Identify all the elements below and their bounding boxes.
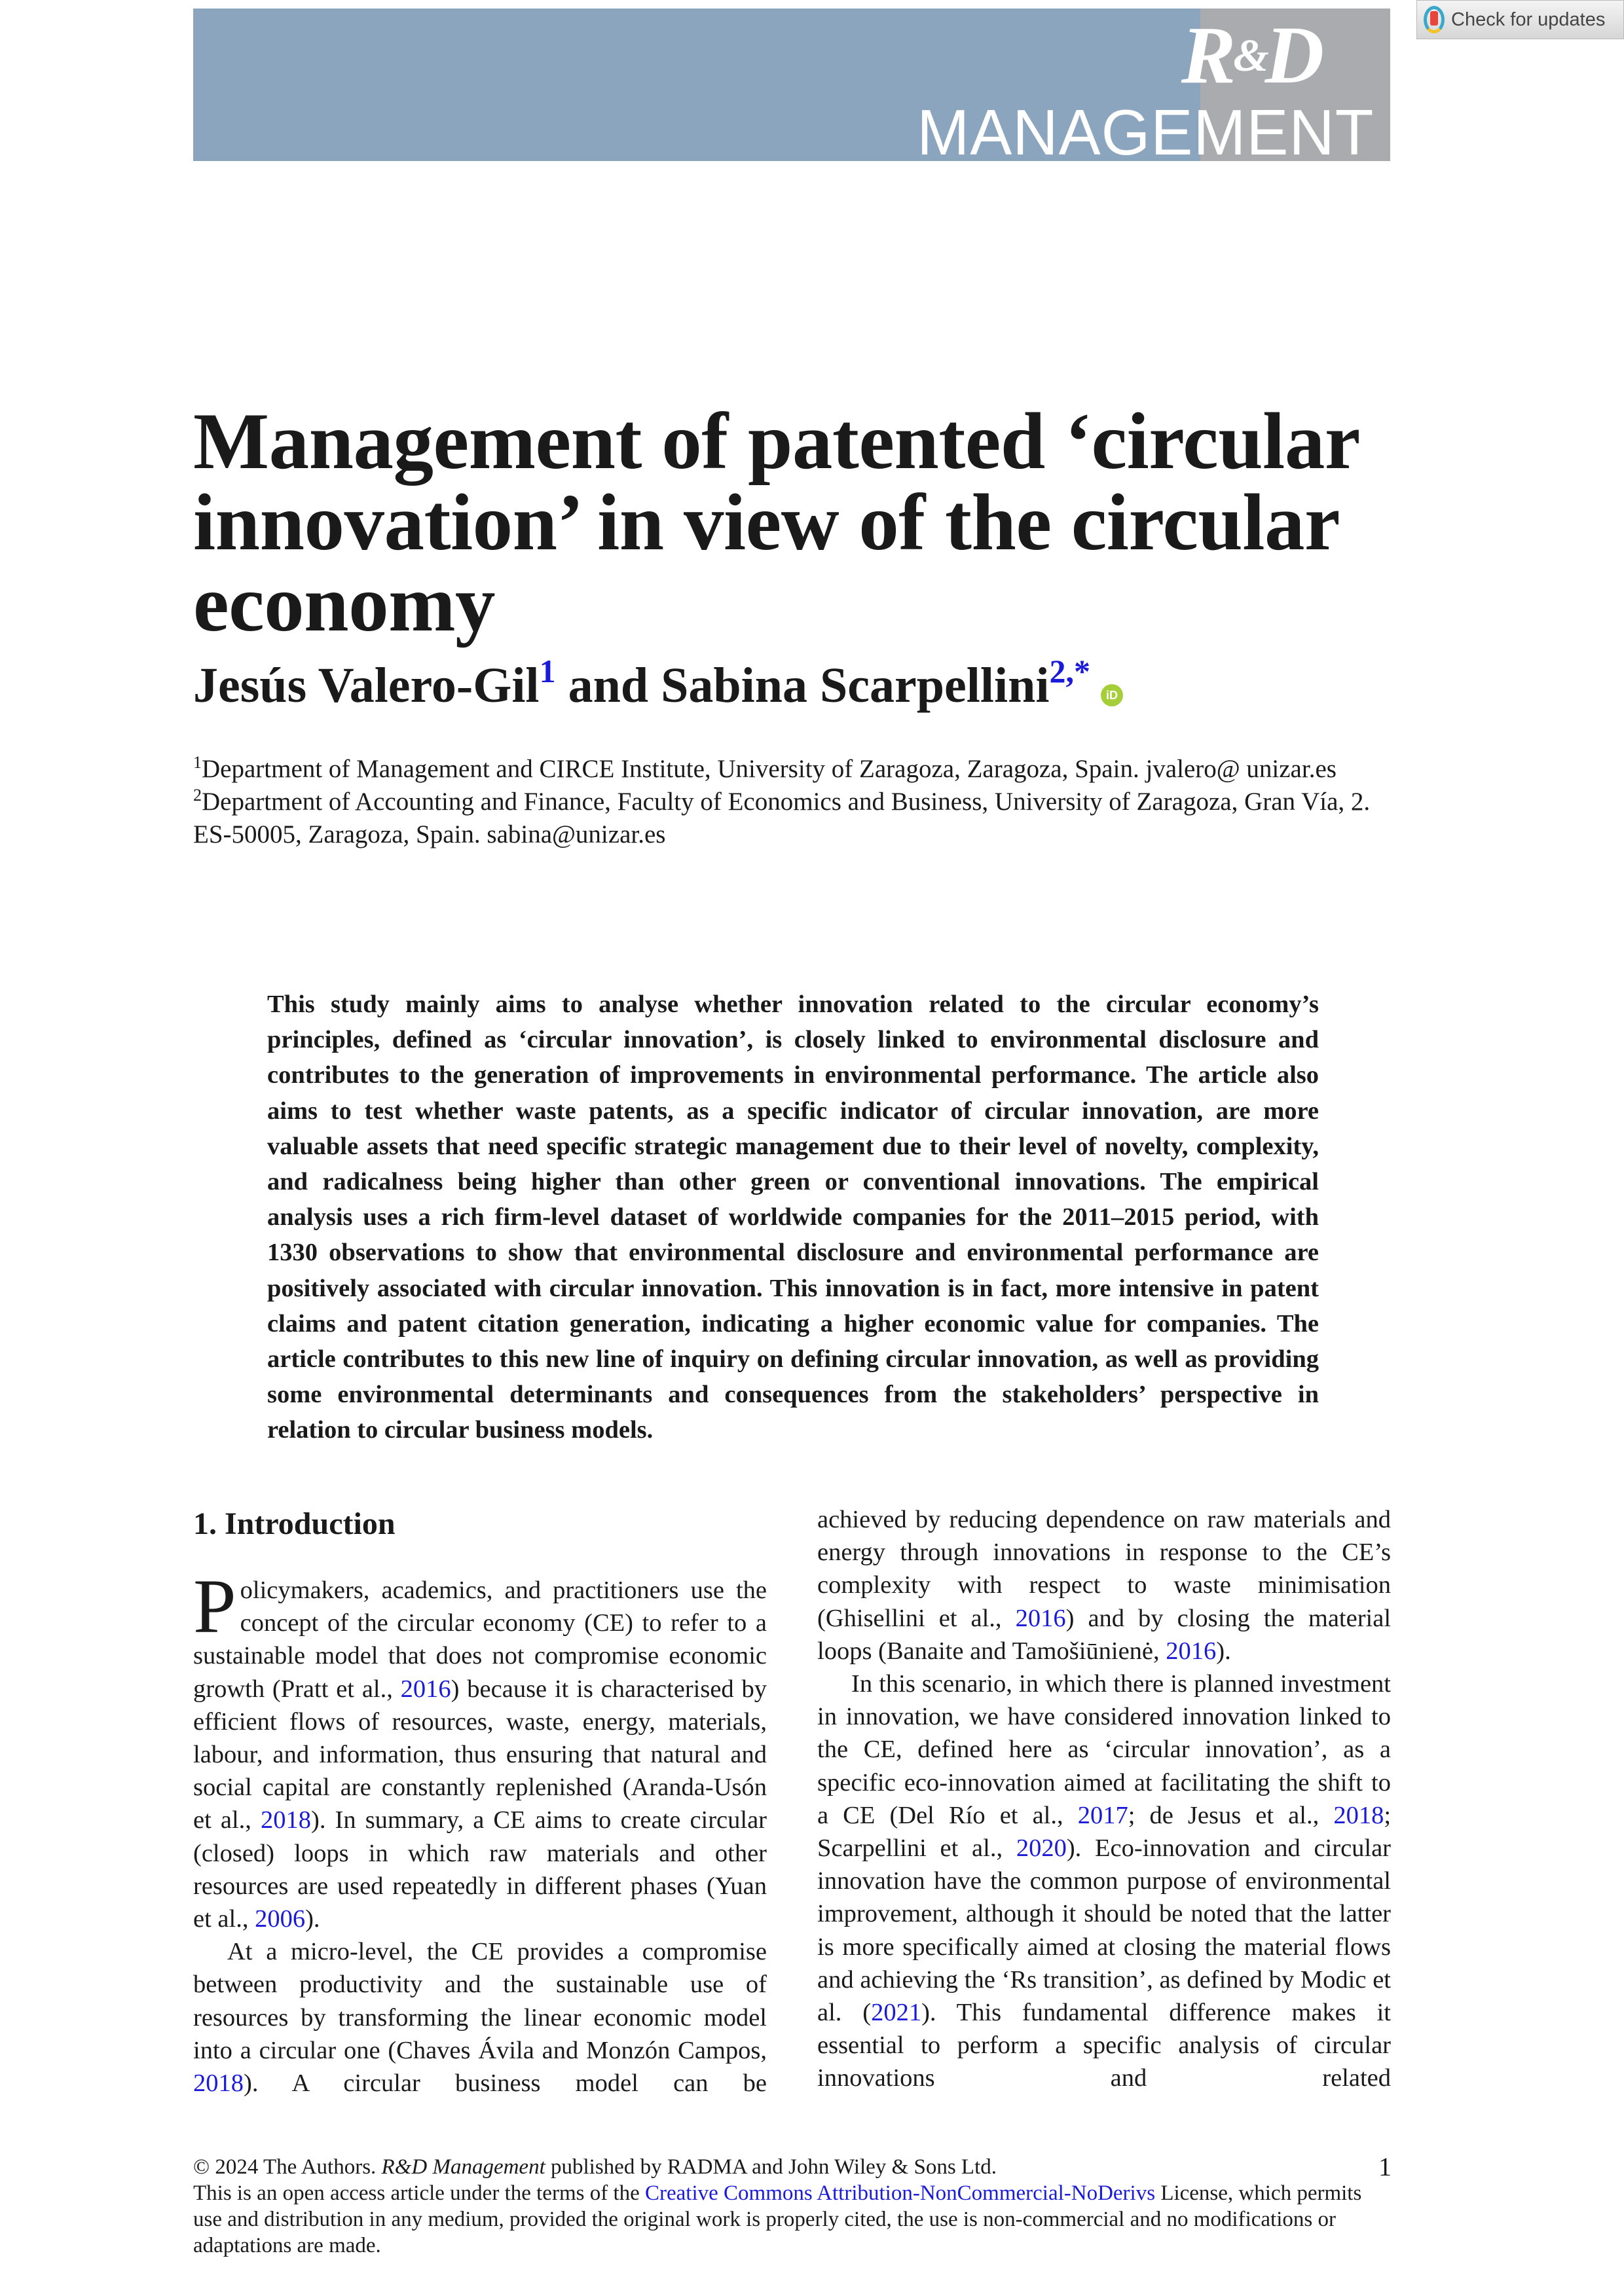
publisher-text: published by RADMA and John Wiley & Sons Ltd. bbox=[545, 2155, 997, 2179]
journal-banner bbox=[193, 9, 1390, 161]
section-heading: 1. Introduction bbox=[193, 1506, 396, 1541]
footer bbox=[193, 2154, 1392, 2259]
author-line bbox=[193, 653, 1123, 715]
drop-cap: P bbox=[193, 1563, 236, 1649]
citation-link[interactable]: 2017 bbox=[1077, 1801, 1128, 1829]
paragraph-text: ). bbox=[1216, 1637, 1231, 1665]
article-title: Management of patented ‘circular innovation’ in view of the circular economy bbox=[193, 396, 1359, 648]
affiliation-link[interactable]: 2,* bbox=[1049, 653, 1090, 689]
author-name: Sabina Scarpellini bbox=[661, 658, 1050, 713]
paragraph bbox=[817, 1667, 1391, 2095]
citation-link[interactable]: 2016 bbox=[1166, 1637, 1217, 1665]
affiliation-link[interactable]: 1 bbox=[539, 653, 556, 689]
affiliation bbox=[193, 753, 1392, 786]
paragraph-text: ) because it is characterised by efficient flows of resources, waste, energy, materials, labour, and information, thus ensuring that natural and social capital are constantly replenished (Aranda-Usón et al., bbox=[193, 1675, 767, 1834]
check-for-updates-button[interactable] bbox=[1416, 0, 1624, 39]
journal-name: R&D Management bbox=[381, 2155, 545, 2179]
paragraph-text: ; de Jesus et al., bbox=[1128, 1801, 1334, 1829]
page-number: 1 bbox=[1378, 2152, 1392, 2181]
citation-link[interactable]: 2016 bbox=[1015, 1604, 1066, 1632]
citation-link[interactable]: 2006 bbox=[255, 1905, 306, 1933]
license-prefix: This is an open access article under the terms of the bbox=[193, 2181, 646, 2205]
affiliation-text: Department of Accounting and Finance, Faculty of Economics and Business, University of Zaragoza, Gran Vía, 2. ES-50005, Zaragoza, Spain. sabina@unizar.es bbox=[193, 788, 1371, 848]
paragraph-text: At a micro-level, the CE provides a compromise between productivity and the sustainable use of resources by transforming the linear economic model into a circular one (Chaves Ávila and Monzón Campos, bbox=[193, 1938, 767, 2064]
citation-link[interactable]: 2018 bbox=[261, 1806, 311, 1834]
affiliation-number: 2 bbox=[193, 786, 202, 805]
paragraph bbox=[817, 1503, 1391, 1667]
paragraph-text: In this scenario, in which there is planned investment in innovation, we have considered innovation linked to the CE, defined here as ‘circular innovation’, as a specific eco-innovation aimed at facilitating the shift to a CE (Del Río et al., bbox=[817, 1670, 1391, 1829]
citation-link[interactable]: 2018 bbox=[193, 2069, 244, 2098]
citation-link[interactable]: 2016 bbox=[400, 1675, 451, 1703]
copyright-text: © 2024 The Authors. bbox=[193, 2155, 382, 2179]
crossmark-icon bbox=[1424, 6, 1445, 33]
paragraph bbox=[193, 1563, 767, 1935]
citation-link[interactable]: 2018 bbox=[1333, 1801, 1384, 1829]
left-column bbox=[193, 1563, 767, 2100]
paragraph-text: ). In summary, a CE aims to create circular (closed) loops in which raw materials and other resources are used repeatedly in different phases (Yuan et al., bbox=[193, 1806, 767, 1933]
paragraph-text: olicymakers, academics, and practitioners use the concept of the circular economy (CE) to refer to a sustainable model that does not compromise economic growth (Pratt et al., bbox=[193, 1576, 767, 1703]
paragraph bbox=[193, 1935, 767, 2100]
affiliation bbox=[193, 786, 1392, 851]
paragraph-text: achieved by reducing dependence on raw materials and energy through innovations in response to the CE’s complexity with respect to waste minimisation (Ghisellini et al., bbox=[817, 1506, 1391, 1632]
license-link[interactable]: Creative Commons Attribution-NonCommercial-NoDerivs bbox=[645, 2181, 1156, 2205]
abstract: This study mainly aims to analyse whether innovation related to the circular economy’s principles, defined as ‘circular innovation’, is closely linked to environmental disclosure and contributes to the generation of improvements in environmental performance. The article also aims to test whether waste patents, as a specific indicator of circular innovation, are more valuable assets that need specific strategic management due to their level of novelty, complexity, and radicalness being higher than other green or conventional innovations. The empirical analysis uses a rich firm-level dataset of worldwide companies for the 2011–2015 period, with 1330 observations to show that environmental disclosure and environmental performance are positively associated with circular innovation. This innovation is in fact, more intensive in patent claims and patent citation generation, indicating a higher economic value for companies. The article contributes to this new line of inquiry on defining circular innovation, as well as providing some environmental determinants and consequences from the stakeholders’ perspective in relation to circular business models. bbox=[267, 991, 1319, 1444]
paragraph-text: ). bbox=[305, 1905, 320, 1933]
paragraph-text: ; Scarpellini et al., bbox=[817, 1801, 1392, 1863]
check-for-updates-label: Check for updates bbox=[1451, 9, 1606, 30]
paragraph-text: ). A circular business model can be bbox=[244, 2069, 767, 2098]
author-name: Jesús Valero-Gil bbox=[193, 658, 540, 713]
orcid-icon[interactable]: iD bbox=[1101, 684, 1123, 706]
journal-logo-management: MANAGEMENT bbox=[916, 96, 1374, 161]
license-text bbox=[193, 2180, 1392, 2259]
affiliation-text: Department of Management and CIRCE Institute, University of Zaragoza, Zaragoza, Spain. jvalero@ unizar.es bbox=[202, 755, 1337, 783]
right-column bbox=[817, 1503, 1391, 2095]
paragraph-text: ). Eco-innovation and circular innovation have the common purpose of environmental improvement, although it should be noted that the latter is more specifically aimed at closing the material flows and achieving the ‘Rs transition’, as defined by Modic et al. ( bbox=[817, 1834, 1392, 2027]
license-suffix: License, which permits use and distribution in any medium, provided the original work is properly cited, the use is non-commercial and no modifications or adaptations are made. bbox=[193, 2181, 1362, 2257]
citation-link[interactable]: 2020 bbox=[1016, 1834, 1067, 1863]
author-conjunction: and bbox=[555, 658, 661, 713]
paragraph-text: ) and by closing the material loops (Banaite and Tamošiūnienė, bbox=[817, 1604, 1392, 1665]
journal-logo-rd: R&D bbox=[1181, 10, 1321, 101]
copyright-line bbox=[193, 2154, 1392, 2180]
affiliation-number: 1 bbox=[193, 753, 202, 772]
paragraph-text: ). This fundamental difference makes it essential to perform a specific analysis of circular innovations and related bbox=[817, 1999, 1391, 2092]
affiliations bbox=[193, 753, 1392, 851]
citation-link[interactable]: 2021 bbox=[871, 1999, 922, 2027]
